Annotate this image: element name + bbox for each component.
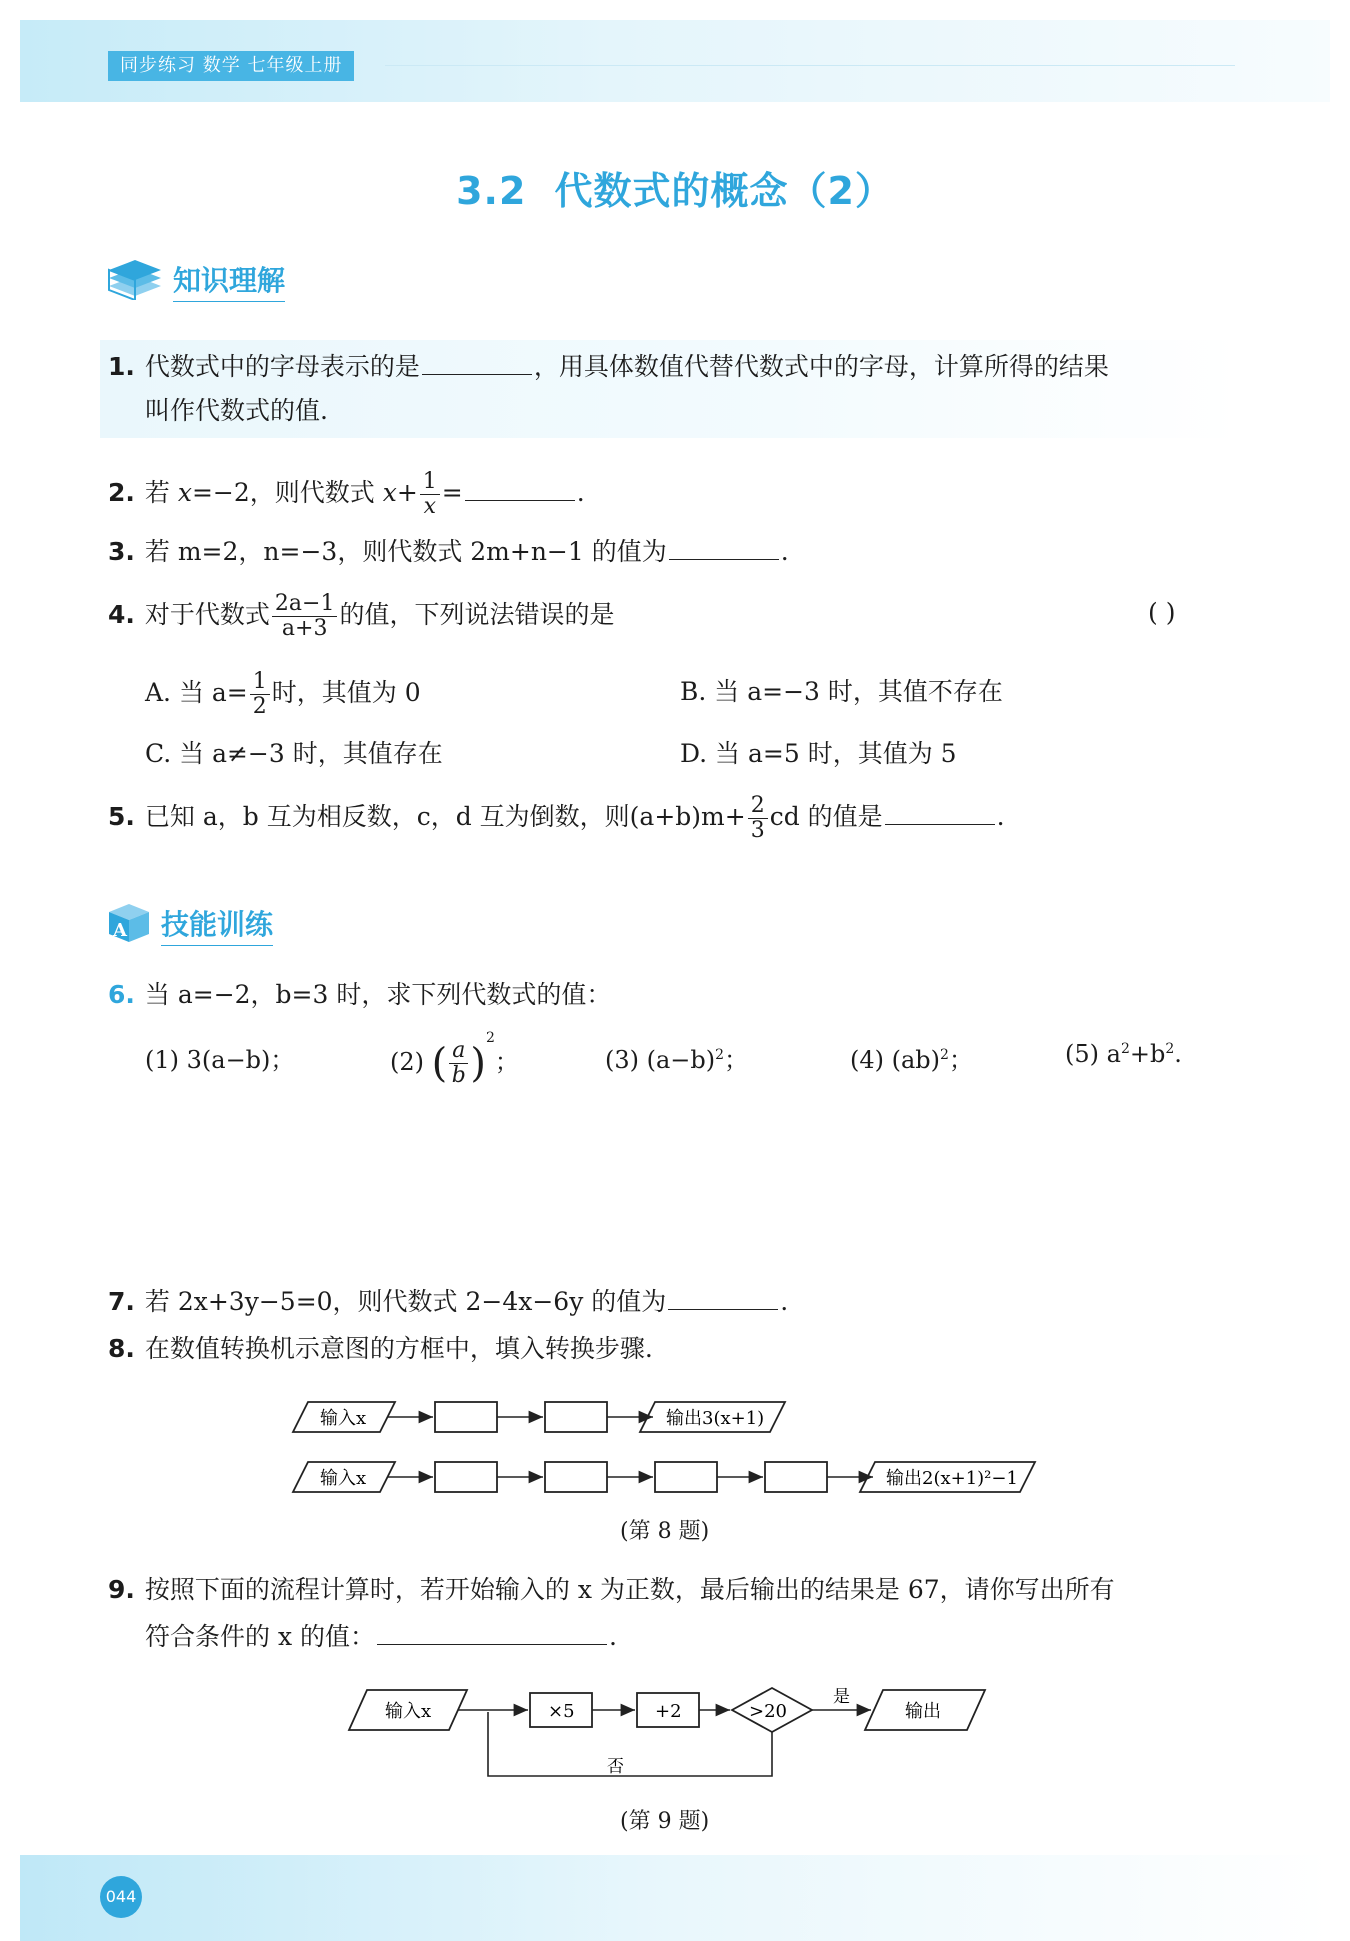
- question-number: 9.: [108, 1575, 135, 1604]
- question-text: 若: [144, 478, 178, 507]
- question-text: 的值，下列说法错误的是: [339, 600, 615, 629]
- decision-label: >20: [749, 1701, 787, 1722]
- variable: x: [177, 478, 192, 507]
- question-text: 在数值转换机示意图的方框中，填入转换步骤.: [144, 1334, 653, 1363]
- part-text: (3) (a−b): [605, 1046, 716, 1074]
- output-label: 输出: [905, 1701, 941, 1722]
- title-text: 代数式的概念（2）: [554, 169, 894, 213]
- no-label: 否: [607, 1757, 624, 1777]
- right-paren: ): [470, 1040, 486, 1087]
- section-skills-label: 技能训练: [161, 903, 273, 946]
- q6-part-4: [850, 1040, 973, 1075]
- part-text: (4) (ab): [850, 1046, 941, 1074]
- operator: +: [396, 478, 418, 507]
- question-number: 7.: [108, 1287, 135, 1316]
- question-text: 对于代数式: [144, 600, 270, 629]
- part-text: +b: [1129, 1040, 1166, 1068]
- question-7: [108, 1285, 788, 1319]
- header-tag: 同步练习 数学 七年级上册: [108, 51, 354, 81]
- period: .: [780, 537, 789, 566]
- input-label: 输入x: [320, 1408, 367, 1429]
- multiply-label: ×5: [548, 1701, 575, 1722]
- period: .: [996, 802, 1005, 831]
- part-text: (5) a: [1065, 1040, 1121, 1068]
- numerator: a: [449, 1039, 468, 1064]
- answer-blank[interactable]: [377, 1620, 607, 1645]
- separator: ；: [494, 1048, 519, 1076]
- answer-blank[interactable]: [669, 535, 779, 560]
- question-9: [108, 1573, 1115, 1607]
- q6-part-5: [1065, 1040, 1182, 1068]
- step-box: [655, 1462, 717, 1492]
- fraction: [272, 592, 338, 641]
- question-text: 按照下面的流程计算时，若开始输入的 x 为正数，最后输出的结果是 67，请你写出所有: [144, 1575, 1115, 1604]
- question-text: 若 2x+3y−5=0，则代数式 2−4x−6y 的值为: [144, 1287, 667, 1316]
- period: .: [576, 478, 585, 507]
- numerator: 1: [420, 470, 440, 495]
- question-text: 当 a=−2，b=3 时，求下列代数式的值：: [144, 980, 612, 1009]
- yes-label: 是: [833, 1687, 850, 1707]
- q9-caption: (第 9 题): [620, 1809, 710, 1834]
- question-text: =−2，则代数式: [191, 478, 383, 507]
- answer-blank[interactable]: [668, 1285, 778, 1310]
- question-3: [108, 535, 789, 569]
- header-rule: [385, 65, 1235, 66]
- question-number: 8.: [108, 1334, 135, 1363]
- page-number: 044: [100, 1876, 142, 1918]
- answer-blank[interactable]: [465, 476, 575, 501]
- question-1-line2: 叫作代数式的值.: [145, 396, 328, 425]
- question-number: 5.: [108, 802, 135, 831]
- period: .: [1174, 1040, 1182, 1068]
- exponent: 2: [1120, 1041, 1130, 1057]
- question-8: [108, 1332, 653, 1366]
- step-box: [545, 1462, 607, 1492]
- denominator: 2: [252, 694, 267, 719]
- denominator: b: [451, 1063, 466, 1088]
- input-label: 输入x: [385, 1701, 432, 1722]
- output-label: 输出3(x+1): [666, 1408, 765, 1429]
- option-text: A. 当 a=: [145, 678, 248, 707]
- question-text: 符合条件的 x 的值：: [145, 1622, 375, 1651]
- section-knowledge-label: 知识理解: [173, 259, 285, 302]
- answer-blank[interactable]: [885, 800, 995, 825]
- option-c[interactable]: C. 当 a≠−3 时，其值存在: [145, 739, 443, 768]
- exponent: 2: [940, 1047, 949, 1063]
- variable: x: [382, 478, 397, 507]
- answer-paren[interactable]: ( ): [1148, 598, 1176, 627]
- svg-text:A: A: [113, 920, 127, 941]
- q6-part-3: [605, 1040, 748, 1075]
- step-box: [435, 1462, 497, 1492]
- period: .: [780, 1287, 789, 1316]
- page-title: [0, 160, 1350, 215]
- answer-blank[interactable]: [422, 350, 532, 375]
- input-label: 输入x: [320, 1468, 367, 1489]
- q6-part-1: (1) 3(a−b)；: [145, 1046, 295, 1074]
- denominator: 3: [750, 818, 765, 843]
- option-d[interactable]: D. 当 a=5 时，其值为 5: [680, 739, 957, 768]
- fraction: [748, 794, 768, 843]
- question-number: 2.: [108, 478, 135, 507]
- exponent: 2: [485, 1030, 495, 1046]
- separator: ；: [724, 1046, 749, 1074]
- denominator: a+3: [281, 616, 328, 641]
- question-text: cd 的值是: [769, 802, 883, 831]
- operator: =: [441, 478, 463, 507]
- numerator: 2: [748, 794, 768, 819]
- period: .: [609, 1622, 617, 1651]
- fraction: [449, 1039, 468, 1088]
- q6-part-2: [390, 1030, 519, 1088]
- q9-flow-diagram: [345, 1678, 1005, 1788]
- question-number: 1.: [108, 352, 135, 381]
- option-text: 时，其值为 0: [271, 678, 421, 707]
- output-label: 输出2(x+1)²−1: [886, 1468, 1018, 1489]
- question-number: 3.: [108, 537, 135, 566]
- step-box: [765, 1462, 827, 1492]
- left-paren: (: [431, 1040, 448, 1087]
- section-knowledge: [105, 256, 285, 304]
- question-1: [108, 350, 1109, 384]
- numerator: 1: [250, 670, 270, 695]
- question-4: [108, 592, 614, 641]
- q8-flow-diagram: [290, 1390, 1050, 1510]
- fraction: [250, 670, 270, 719]
- fraction: [420, 470, 440, 519]
- question-number: 6.: [108, 980, 135, 1009]
- part-label: (2): [390, 1048, 424, 1076]
- question-6: [108, 978, 611, 1012]
- question-5: [108, 794, 1005, 843]
- question-text: 已知 a，b 互为相反数，c，d 互为倒数，则(a+b)m+: [144, 802, 746, 831]
- exponent: 2: [715, 1047, 725, 1063]
- question-text: ，用具体数值代替代数式中的字母，计算所得的结果: [533, 352, 1109, 381]
- question-2: [108, 470, 585, 519]
- option-b[interactable]: B. 当 a=−3 时，其值不存在: [680, 677, 1003, 706]
- q8-caption: (第 8 题): [620, 1519, 710, 1544]
- option-a[interactable]: [145, 670, 421, 719]
- add-label: +2: [655, 1701, 682, 1722]
- question-text: 代数式中的字母表示的是: [144, 352, 420, 381]
- step-box: [435, 1402, 497, 1432]
- question-9-line2: [145, 1620, 617, 1654]
- denominator: x: [423, 494, 436, 519]
- books-icon: [105, 256, 165, 304]
- separator: ；: [948, 1046, 973, 1074]
- numerator: 2a−1: [272, 592, 338, 617]
- exponent: 2: [1165, 1041, 1175, 1057]
- question-text: 若 m=2，n=−3，则代数式 2m+n−1 的值为: [144, 537, 667, 566]
- step-box: [545, 1402, 607, 1432]
- question-number: 4.: [108, 600, 135, 629]
- title-number: 3.2: [456, 169, 527, 213]
- footer-band: [20, 1855, 1330, 1941]
- section-skills: [105, 900, 273, 948]
- cube-icon: [105, 900, 153, 948]
